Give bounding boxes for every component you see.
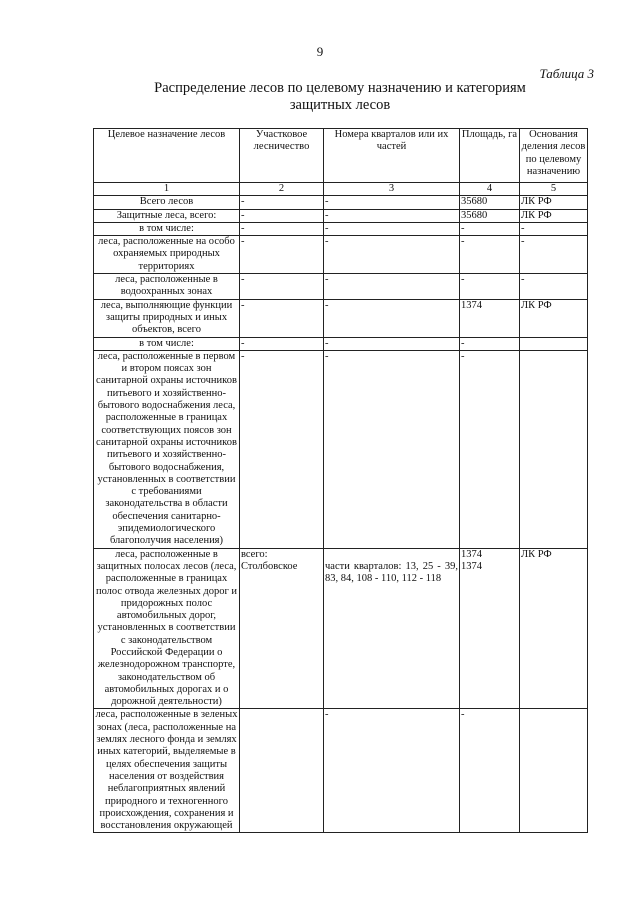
row-area: - — [460, 274, 520, 300]
row-area: 35680 — [460, 209, 520, 222]
row-area: 1374 — [460, 299, 520, 337]
row-purpose: леса, выполняющие функции защиты природных и иных объектов, всего — [94, 299, 240, 337]
header-row — [94, 129, 588, 183]
row-purpose: леса, расположенные в водоохранных зонах — [94, 274, 240, 300]
row-quarters: - — [324, 709, 460, 833]
row-forestry: всего: Столбовское — [240, 548, 324, 709]
row-purpose: Защитные леса, всего: — [94, 209, 240, 222]
header-forestry: Участковое лесничество — [240, 129, 324, 183]
row-basis: - — [520, 236, 588, 274]
row-area: - — [460, 236, 520, 274]
row-purpose: леса, расположенные на особо охраняемых природных территориях — [94, 236, 240, 274]
column-number: 1 — [94, 183, 240, 196]
title-line-2: защитных лесов — [289, 97, 391, 113]
table-row — [94, 350, 588, 548]
page-number: 9 — [316, 44, 324, 59]
row-forestry: - — [240, 337, 324, 350]
row-basis: - — [520, 274, 588, 300]
column-number: 4 — [460, 183, 520, 196]
column-number: 5 — [520, 183, 588, 196]
table-row — [94, 236, 588, 274]
table-row — [94, 299, 588, 337]
row-forestry: - — [240, 196, 324, 209]
row-basis — [520, 709, 588, 833]
header-area: Площадь, га — [460, 129, 520, 183]
row-quarters: - — [324, 350, 460, 548]
column-number: 2 — [240, 183, 324, 196]
row-forestry: - — [240, 209, 324, 222]
row-quarters: - — [324, 299, 460, 337]
table-row — [94, 196, 588, 209]
header-basis: Основания деления лесов по целевому назначению — [520, 129, 588, 183]
row-forestry: - — [240, 236, 324, 274]
row-forestry: - — [240, 222, 324, 235]
row-quarters: - — [324, 196, 460, 209]
row-area: - — [460, 709, 520, 833]
row-basis: ЛК РФ — [520, 196, 588, 209]
header-purpose: Целевое назначение лесов — [94, 129, 240, 183]
row-purpose: леса, расположенные в зеленых зонах (леса, расположенные на землях лесного фонда и землях иных категорий, выделяемые в целях обеспечения защиты населения от воздействия неблагоприятных явлений природного и техногенного происхождения, сохранения и восстановления окружающей — [94, 709, 240, 833]
table-row — [94, 337, 588, 350]
table-label: Таблица 3 — [539, 66, 594, 81]
row-purpose: в том числе: — [94, 337, 240, 350]
row-forestry: - — [240, 350, 324, 548]
row-quarters: - — [324, 236, 460, 274]
row-purpose: леса, расположенные в защитных полосах лесов (леса, расположенные в границах полос отвода железных дорог и придорожных полос автомобильных дорог, установленных в соответствии с законодательством Российской Федерации о железнодорожном транспорте, законодательством об автомобильных дорогах и о дорожной деятельности) — [94, 548, 240, 709]
row-basis — [520, 350, 588, 548]
row-basis: ЛК РФ — [520, 209, 588, 222]
row-quarters: - — [324, 274, 460, 300]
row-quarters: - — [324, 222, 460, 235]
header-quarters: Номера кварталов или их частей — [324, 129, 460, 183]
table-row — [94, 548, 588, 709]
row-purpose: в том числе: — [94, 222, 240, 235]
document-title — [120, 80, 560, 114]
column-number: 3 — [324, 183, 460, 196]
row-area: - — [460, 337, 520, 350]
row-forestry: - — [240, 274, 324, 300]
column-number-row — [94, 183, 588, 196]
title-line-1: Распределение лесов по целевому назначению и категориям — [154, 80, 526, 96]
table-row — [94, 709, 588, 833]
row-basis: ЛК РФ — [520, 548, 588, 709]
row-basis: - — [520, 222, 588, 235]
table-row — [94, 222, 588, 235]
row-quarters: - — [324, 337, 460, 350]
row-quarters: - — [324, 209, 460, 222]
row-purpose: Всего лесов — [94, 196, 240, 209]
row-basis: ЛК РФ — [520, 299, 588, 337]
row-area: 35680 — [460, 196, 520, 209]
row-forestry: - — [240, 299, 324, 337]
row-area: 1374 1374 — [460, 548, 520, 709]
forest-distribution-table — [93, 128, 588, 833]
row-quarters: части кварталов: 13, 25 - 39, 83, 84, 108 - 110, 112 - 118 — [324, 548, 460, 709]
row-basis — [520, 337, 588, 350]
row-area: - — [460, 222, 520, 235]
table-row — [94, 209, 588, 222]
row-area: - — [460, 350, 520, 548]
row-forestry — [240, 709, 324, 833]
table-row — [94, 274, 588, 300]
row-purpose: леса, расположенные в первом и втором поясах зон санитарной охраны источников питьевого и хозяйственно-бытового водоснабжения леса, расположенные в границах соответствующих поясов зон санитарной охраны источников питьевого и хозяйственно-бытового водоснабжения, установленных в соответствии с требованиями законодательства в области обеспечения санитарно-эпидемиологического благополучия населения) — [94, 350, 240, 548]
